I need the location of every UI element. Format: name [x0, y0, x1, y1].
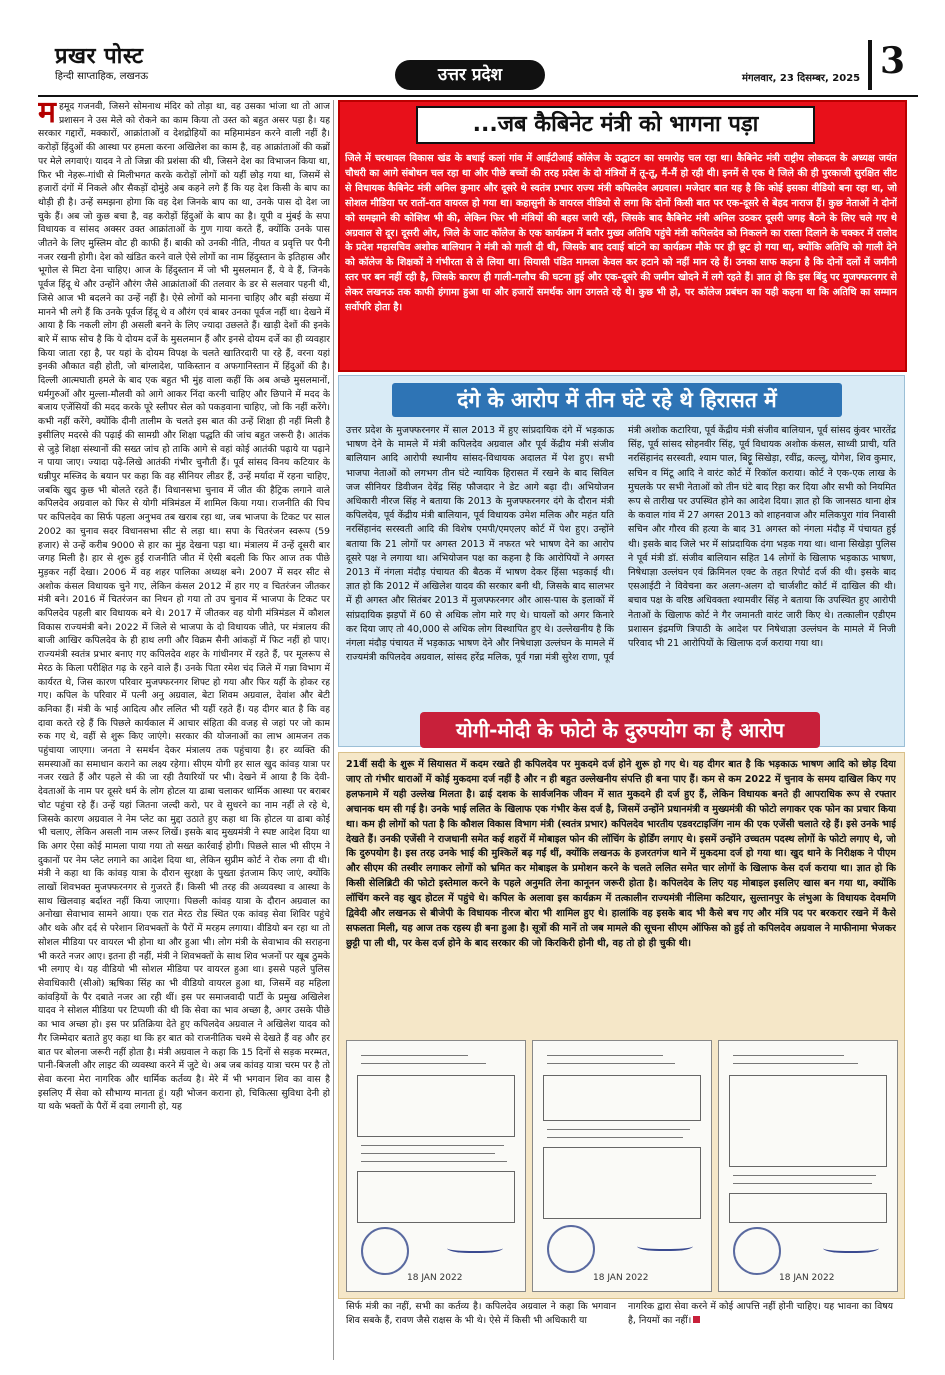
continuation-col-1: सिर्फ मंत्री का नहीं, सभी का कर्तव्य है। कपिलदेव अग्रवाल ने कहा कि भगवान शिव सबके हैं, रावण जैसे राक्षस के भी थे। ऐसे में किसी भी अधिकारी या	[346, 1301, 616, 1326]
masthead	[0, 0, 945, 95]
affidavit-date-2: 18 JAN 2022	[593, 1273, 649, 1283]
top-rule	[38, 95, 918, 97]
photo-misuse-text: 21वीं सदी के शुरू में सियासत में कदम रखते ही कपिलदेव पर मुकदमे दर्ज होने शुरू हो गए थे। यह दीगर बात है कि भड़काऊ भाषण आदि को छोड़ दिया जाए तो गंभीर धाराओं में कोई मुकदमा दर्ज नहीं है और न ही बहुत उल्लेखनीय संपत्ति ही बना पाए हैं। कम से कम 2022 में चुनाव के समय दाखिल किए गए हलफनामे में यही उल्लेख मिलता है। ढाई दशक के सार्वजनिक जीवन में सात मुकदमे ही दर्ज हुए हैं, लेकिन विधायक बनते ही आपराधिक रूप से रफ्तार अचानक थम सी गई है। उनके भाई ललित के खिलाफ एक गंभीर केस दर्ज है, जिसमें उन्होंने प्रधानमंत्री व मुख्यमंत्री की फोटो लगाकर एक फोन का प्रचार किया था। कम ही लोगों को पता है कि कौशल विकास विभाग मंत्री (स्वतंत्र प्रभार) कपिलदेव भारतीय एडवरटाइजिंग नाम की एक एजेंसी चलाते रहे हैं। इसे उनके भाई देखते हैं। उनकी एजेंसी ने राजधानी समेत कई शहरों में मोबाइल फोन की लॉचिंग के होर्डिंग लगाए थे। इसमें उन्होंने उच्चतम पदस्थ लोगों के फोटो लगाए थे, जो कि दुरुपयोग है। इस तरह उनके भाई की मुश्किलें बढ़ गईं थीं, क्योंकि लखनऊ के हजरतगंज थाने में मुकदमा दर्ज हो गया था। खुद थाने के निरीक्षक ने पीएम और सीएम की तस्वीर लगाकर लोगों को भ्रमित कर मोबाइल के प्रमोशन करने के चलते ललित समेत चार लोगों के खिलाफ केस दर्ज कराया था। ज्ञात हो कि किसी सेलिब्रिटी की फोटो इस्तेमाल करने के पहले अनुमति लेना कानूनन जरूरी होता है। कपिलदेव के लिए यह मोबाइल इसलिए खास बन गया था, क्योंकि लॉचिंग करने वह खुद होटल में पहुंचे थे। कपिल के अलावा इस कार्यक्रम में तत्कालीन राज्यमंत्री नीलिमा कटियार, सुल्तानपुर के लंभुआ के विधायक देवमणि द्विवेदी और लखनऊ से बीजेपी के विधायक नीरज बोरा भी शामिल हुए थे। हालांकि वह इसके बाद भी कैसे बच गए और मंत्रि पद पर बरकरार रखने में कैसे सफलता मिली, यह आज तक रहस्य ही बना हुआ है। सूत्रों की मानें तो जब मामले की सूचना सीएम ऑफिस को हुई तो कपिलदेव अग्रवाल ने माफीनामा भेजकर छुट्टी पा ली थी, पर केस दर्ज होने के बाद सरकार की जो किरकिरी होनी थी, वह तो हो ही चुकी थी।	[346, 759, 896, 949]
column-divider	[333, 100, 334, 1360]
section-label: उत्तर प्रदेश	[395, 60, 545, 90]
left-article	[38, 100, 330, 1360]
cabinet-minister-text: जिले में चरथावल विकास खंड के बधाई कलां गांव में आईटीआई कॉलेज के उद्घाटन का समारोह चल रहा था। कैबिनेट मंत्री राष्ट्रीय लोकदल के अध्यक्ष जयंत चौधरी का आगे संबोधन चल रहा था और पीछे बच्चों की तरह प्रदेश के दो मंत्रियों में तू-तू, मैं-मैं हो रही थी। इनमें से एक थे जिले की ही पुरकाजी सुरक्षित सीट से विधायक कैबिनेट मंत्री अनिल कुमार और दूसरे थे स्वतंत्र प्रभार राज्य मंत्री कपिलदेव अग्रवाल। मजेदार बात यह है कि कोई इसका वीडियो बना रहा था, जो सोशल मीडिया पर रातों-रात वायरल हो गया था। कहासुनी के वायरल वीडियो से लगा कि दोनों किसी बात पर एक-दूसरे से बेहद नाराज हैं। कुछ नेताओं ने दोनों को समझाने की कोशिश भी की, लेकिन फिर भी मंत्रियों की बहस जारी रही, जिसके बाद कैबिनेट मंत्री अनिल उठकर दूसरी जगह बैठने के लिए चले गए थे अग्रवाल से दूर। दूसरी ओर, जिले के जाट कॉलेज के एक कार्यक्रम में बतौर मुख्य अतिथि पहुंचे मंत्री कपिलदेव को निकलने का रास्ता दिलाने के चक्कर में रालोद के प्रदेश महासचिव अशोक बालियान ने मंत्री को गाली दी थी, जिसके बाद दवाई बांटने का कार्यक्रम मौके पर ही छूट हो गया था, क्योंकि अतिथि को गाली देने को कॉलेज के शिक्षकों ने गंभीरता से ले लिया था। सियासी पंडित मामला केवल कर हटाने को नहीं मान रहे हैं। उनका साफ कहना है कि दोनों दलों में जमीनी स्तर पर बन नहीं रही है, जिसके कारण ही गाली-गलौच की घटना हुई और एक-दूसरे की जमीन खोदने में लगे रहते हैं। ज्ञात हो कि इस बिंदु पर मुजफ्फरनगर से लेकर लखनऊ तक काफी हंगामा हुआ था और हजारों समर्थक आग उगलते रहे थे। कुछ भी हो, पर कॉलेज प्रबंधन का यही कहना था कि अतिथि का सम्मान सर्वोपरि होता है।	[345, 153, 897, 314]
article-continuation	[338, 1300, 903, 1360]
photo-misuse-headline: योगी-मोदी के फोटो के दुरुपयोग का है आरोप	[420, 712, 820, 748]
affidavit-date-1: 18 JAN 2022	[407, 1273, 463, 1283]
page-number: 3	[868, 40, 930, 90]
continuation-col-2	[628, 1300, 893, 1328]
brand-subtitle: हिन्दी साप्ताहिक, लखनऊ	[55, 71, 149, 82]
affidavit-image-1	[346, 1040, 526, 1292]
riot-custody-text: उत्तर प्रदेश के मुजफ्फरनगर में साल 2013 में हुए सांप्रदायिक दंगे में भड़काऊ भाषण देने के मामले में मंत्री कपिलदेव अग्रवाल और पूर्व केंद्रीय मंत्री संजीव बालियान आदि आरोपी स्थानीय सांसद-विधायक अदालत में पेश हुए। सभी भाजपा नेताओं को लगभग तीन घंटे न्यायिक हिरासत में रखने के बाद सिविल जज सीनियर डिवीजन देवेंद्र सिंह फौजदार ने डेट आगे बढ़ा दी। अभियोजन अधिकारी नीरज सिंह ने बताया कि 2013 के मुजफ्फरनगर दंगे के दौरान मंत्री कपिलदेव, पूर्व केंद्रीय मंत्री बालियान, पूर्व विधायक उमेश मलिक और महंत यति नरसिंहानंद सरस्वती आदि की विशेष एमपी/एमएलए कोर्ट में पेश हुए। उन्होंने बताया कि 21 लोगों पर अगस्त 2013 में नफरत भरे भाषण देने का आरोप दूसरे पक्ष ने लगाया था। अभियोजन पक्ष का कहना है कि आरोपियों ने अगस्त 2013 में नंगला मंदौड़ पंचायत की बैठक में भाषण देकर हिंसा भड़काई थी। ज्ञात हो कि 2012 में अखिलेश यादव की सरकार बनी थी, जिसके बाद सालभर में ही अगस्त और सितंबर 2013 में मुजफ्फरनगर और आस-पास के इलाकों में सांप्रदायिक झड़पों में 60 से अधिक लोग मारे गए थे। घायलों को अगर किनारे कर दिया जाए तो 40,000 से अधिक लोग विस्थापित हुए थे। उल्लेखनीय है कि नंगला मंदौड़ पंचायत में भड़काऊ भाषण देने और निषेधाज्ञा उल्लंघन के मामले में राज्यमंत्री कपिलदेव अग्रवाल, सांसद हरेंद्र मलिक, पूर्व गन्ना मंत्री सुरेश राणा, पूर्व मंत्री अशोक कटारिया, पूर्व केंद्रीय मंत्री संजीव बालियान, पूर्व सांसद कुंवर भारतेंद्र सिंह, पूर्व सांसद सोहनवीर सिंह, पूर्व विधायक अशोक कंसल, साध्वी प्राची, यति नरसिंहानंद सरस्वती, श्याम पाल, बिट्टू सिखेड़ा, रवींद्र, कल्लू, योगेश, शिव कुमार, सचिन व मिंटू आदि ने वारंट कोर्ट में रिकॉल कराया। कोर्ट ने एक-एक लाख के मुचलके पर सभी नेताओं को तीन घंटे बाद रिहा कर दिया और सभी को नियमित रूप से तारीख पर उपस्थित होने का आदेश दिया। ज्ञात हो कि जानसठ थाना क्षेत्र के कवाल गांव में 27 अगस्त 2013 को शाहनवाज और मलिकपुरा गांव निवासी सचिन और गौरव की हत्या के बाद 31 अगस्त को नंगला मंदौड़ में पंचायत हुई थी। इसके बाद जिले भर में सांप्रदायिक दंगा भड़क गया था। थाना सिखेड़ा पुलिस ने पूर्व मंत्री डॉ. संजीव बालियान सहित 14 लोगों के खिलाफ भड़काऊ भाषण, निषेधाज्ञा उल्लंघन एवं क्रिमिनल एक्ट के तहत रिपोर्ट दर्ज की थी। इसके बाद एसआईटी ने विवेचना कर अलग-अलग दो चार्जशीट कोर्ट में दाखिल की थी। बचाव पक्ष के वरिष्ठ अधिवक्ता श्यामवीर सिंह ने बताया कि उपस्थित हुए आरोपी नेताओं के खिलाफ कोर्ट ने गैर जमानती वारंट जारी किए थे। तत्कालीन एडीएम प्रशासन इंद्रमणि त्रिपाठी के आदेश पर निषेधाज्ञा उल्लंघन के मामले में निजी परिवाद भी 21 आरोपियों के खिलाफ दर्ज कराया गया था।	[346, 425, 896, 664]
affidavit-date-3: 18 JAN 2022	[779, 1273, 835, 1283]
drop-cap: म	[38, 100, 56, 130]
cabinet-minister-headline: ...जब कैबिनेट मंत्री को भागना पड़ा	[416, 106, 815, 144]
riot-custody-headline: दंगे के आरोप में तीन घंटे रहे थे हिरासत में	[392, 383, 842, 417]
affidavit-image-3	[718, 1040, 898, 1292]
continuation-col-2-text: नागरिक द्वारा सेवा करने में कोई आपत्ति नहीं होनी चाहिए। यह भावना का विषय है, नियमों का नहीं।	[628, 1301, 893, 1326]
dateline: मंगलवार, 23 दिसम्बर, 2025	[742, 73, 861, 84]
affidavit-image-2	[532, 1040, 712, 1292]
left-article-text: हमूद गजनवी, जिसने सोमनाथ मंदिर को तोड़ा था, वह उसका भांजा था तो आज प्रशासन ने उस मेले को रोकने का काम किया तो उस्त को बहुत असर पड़ा है। यह सरकार गद्दारों, मक्कारों, आक्रांताओं व देशद्रोहियों का महिमामंडन करने वाली नहीं है। करोड़ों हिंदुओं की आस्था पर हमला करना अखिलेश का काम है, वह आक्रांताओं की कब्रों पर मेले लगवाएं। यादव ने तो जिन्ना की प्रशंसा की थी, जिसने देश का विभाजन किया था, फिर भी नेहरू-गांधी से मिलीभगत करके करोड़ों लोगों को यहीं छोड़ गया था, जिसमें से हजारों दंगों में निकले और सैकड़ों दोमुंहे अब कहने लगे हैं कि यह देश किसी के बाप का थोड़ी ही है। उन्हें समझना होगा कि वह देश जिनके बाप का था, उनके पास दो देश जा चुके हैं। अब जो कुछ बचा है, वह करोड़ों हिंदुओं के बाप का है। यूपी व मुंबई के सपा विधायक व सांसद अक्सर उक्त आक्रांताओं के गुण गाया करते हैं, क्योंकि उनके पास जीतने के लिए मुस्लिम वोट ही काफी हैं। बाकी को उनकी नीति, नीयत व प्रवृत्ति पर पैनी नजर रखनी होगी। देश को खंडित करने वाले ऐसे लोगों का नाम हिंदुस्तान के इतिहास और भूगोल से मिटा देना चाहिए। आज के हिंदुस्तान में जो भी मुसलमान हैं, ये वे हैं, जिनके पूर्वज हिंदू थे और उन्होंने औरंग जैसे आक्रांताओं की तलवार के डर से सलवार पहनी थी, जिसे आज भी बदलने का उन्हें नहीं है। ऐसे लोगों को मानना चाहिए और बड़ी संख्या में मानने भी लगे हैं कि उनके पूर्वज हिंदू थे व औरंग एवं बाबर उनका पूर्वज नहीं था। देखने में आया है कि नकली लोग ही असली बनने के लिए ज्यादा उछलते हैं। खाड़ी देशों की इनके बारे में साफ सोच है कि ये दोयम दर्जे के मुसलमान हैं और इनसे दोयम दर्जे का ही व्यवहार किया जाता रहा है, पर यहां के दोयम विपक्ष के चलते खातिरदारी पा रहे हैं, वरना यहां इनकी औकात वही होती, जो बांग्लादेश, पाकिस्तान व अफगानिस्तान में हिंदुओं की है। दिल्ली आत्मघाती हमले के बाद एक बहुत भी मुंह वाला कहीं कि अब अच्छे मुसलमानों, धर्मगुरुओं और मुल्ला-मौलवी को आगे आकर निंदा करनी चाहिए और छिपाने में मदद के बजाय एजेंसियों की मदद करके पूरे स्लीपर सेल को पकड़वाना चाहिए, जो कि नहीं करेंगे। कभी नहीं करेंगे, क्योंकि दीनी तालीम के चलते इस बात की उन्हें शिक्षा ही नहीं मिली है इसीलिए मदरसे की पढ़ाई की सामग्री और शिक्षा पद्धति की जांच बहुत जरूरी है। आतंक से जुड़े शिक्षा संस्थानों की सख्त जांच हो ताकि आगे से वहां कोई आतंकी पढ़ाये या पढ़ाने न पाया जाए। ज्यादा पढ़े-लिखे आतंकी गंभीर चुनौती हैं। पूर्व सांसद विनय कटियार के धन्नीपुर मस्जिद के बयान पर कहा कि वह सीनियर लीडर हैं, उन्हें मर्यादा में रहना चाहिए, जबकि खुद कुछ भी बोलते रहते हैं। विधानसभा चुनाव में जीत की हैट्रिक लगाने वाले कपिलदेव अग्रवाल को फिर से योगी मंत्रिमंडल में शामिल किया गया। राजनीति की पिच पर कपिलदेव का सिर्फ पहला अनुभव तब खराब रहा था, जब भाजपा के टिकट पर साल 2002 का चुनाव सदर विधानसभा सीट से लड़ा था। सपा के चितरंजन स्वरूप (59 हजार) से उन्हें करीब 9000 से हार का मुंह देखना पड़ा था। मंत्रालय में उन्हें दूसरी बार जगह मिली है। हार से शुरू हुई राजनीति जीत में ऐसी बदली कि फिर आज तक पीछे मुड़कर नहीं देखा। 2006 में वह शहर पालिका अध्यक्ष बने। 2007 में सदर सीट से अशोक कंसल विधायक चुने गए, लेकिन कंसल 2012 में हार गए व चितरंजन जीतकर मंत्री बने। 2016 में चितरंजन का निधन हो गया तो उप चुनाव में भाजपा के टिकट पर कपिलदेव पहली बार विधायक बने थे। 2017 में जीतकर वह योगी मंत्रिमंडल में कौशल विकास राज्यमंत्री बने। 2022 में जिले से भाजपा के दो विधायक जीते, पर मंत्रालय की बाजी आखिर कपिलदेव के ही हाथ लगी और विक्रम सैनी आंकड़ों में फिट नहीं हो पाए। राज्यमंत्री स्वतंत्र प्रभार बनाए गए कपिलदेव शहर के गांधीनगर में रहते हैं, पर मूलरूप से मेरठ के किला परीक्षित गढ़ के रहने वाले हैं। उनके पिता रमेश चंद जिले में गन्ना विभाग में कार्यरत थे, जिस कारण परिवार मुजफ्फरनगर शिफ्ट हो गया और फिर यहीं के होकर रह गए। कपिल के परिवार में पत्नी अनु अग्रवाल, बेटा शिवम अग्रवाल, देवांश और बेटी कनिका हैं। मंत्री के भाई आदित्य और ललित भी यहीं रहते हैं। यह दीगर बात है कि वह दावा करते रहे हैं कि पिछले कार्यकाल में आचार संहिता की वजह से जहां पर जो काम रुक गए थे, वहीं से शुरू किए जाएंगे। सरकार की योजनाओं का लाभ आमजन तक पहुंचाया जाएगा। जनता ने समर्थन देकर मंत्रालय तक पहुंचाया है। हर व्यक्ति की समस्याओं का समाधान कराने का लक्ष्य रहेगा। सीएम योगी हर साल खुद कांवड़ यात्रा पर नजर रखते हैं और पहले से की जा रही तैयारियों पर भी। देखने में आया है कि देवी-देवताओं के नाम पर दूसरे धर्म के लोग होटल या ढाबा चलाकर धार्मिक आस्था पर बराबर चोट पहुंचा रहे हैं। उन्हें यहां जितना जल्दी करो, पर वे सुधरने का नाम नहीं ले रहे थे, जिसके कारण अग्रवाल ने नेम प्लेट का मुद्दा उठाते हुए कहा था कि होटल या ढाबा कोई भी चलाए, लेकिन असली नाम जरूर लिखें। इसके बाद मुख्यमंत्री ने स्पष्ट आदेश दिया था कि अगर ऐसा कोई मामला पाया गया तो सख्त कार्रवाई होगी। पिछले साल भी सीएम ने दुकानों पर नेम प्लेट लगाने का आदेश दिया था, लेकिन सुप्रीम कोर्ट ने रोक लगा दी थी। मंत्री ने कहा था कि कांवड़ यात्रा के दौरान सुरक्षा के पुख्ता इंतजाम किए जाएं, क्योंकि लाखों शिवभक्त मुजफ्फरनगर से गुजरते हैं। किसी भी तरह की अव्यवस्था व आस्था के साथ खिलवाड़ बर्दाश्त नहीं किया जाएगा। पिछली कांवड़ यात्रा के दौरान अग्रवाल का अनोखा सेवाभाव सामने आया। एक रात मेरठ रोड स्थित एक कांवड़ सेवा शिविर पहुंचे और थके और दर्द से परेशान शिवभक्तों के पैरों में मरहम लगाया। वीडियो बन रहा था तो सोशल मीडिया पर वायरल भी होना था और हुआ भी। लोग मंत्री के सेवाभाव की सराहना भी करते नजर आए। इतना ही नहीं, मंत्री ने शिवभक्तों के साथ शिव भजनों पर खूब ठुमके भी लगाए थे। यह वीडियो भी सोशल मीडिया पर वायरल हुआ था। इससे पहले पुलिस सेवाधिकारी (सीओ) ऋषिका सिंह का भी वीडियो वायरल हुआ था, जिसमें वह महिला कांवड़ियों के पैर दबाते नजर आ रही थीं। इस पर समाजवादी पार्टी के प्रमुख अखिलेश यादव ने सोशल मीडिया पर टिप्पणी की थी कि सेवा का भाव अच्छा है, अगर उसके पीछे का भाव अच्छा हो। इस पर प्रतिक्रिया देते हुए कपिलदेव अग्रवाल ने अखिलेश यादव को गैर जिम्मेदार बताते हुए कहा था कि हर बात को राजनीतिक चश्मे से देखते हैं वह और हर बात पर बोलना जरूरी नहीं होता है। मंत्री अग्रवाल ने कहा कि 15 दिनों से सड़क मरम्मत, पानी-बिजली और लाइट की व्यवस्था करने में जुटे थे। अब जब कांवड़ यात्रा चरम पर है तो सेवा करना मेरा नागरिक और धार्मिक कर्तव्य है। मेरे में भी भगवान शिव का वास है इसलिए मैं सेवा को सौभाग्य मानता हूं। यही भोजन कराना हो, चिकित्सा सुविधा देनी हो या थके भक्तों के पैरों में दवा लगानी हो, यह	[38, 101, 330, 1113]
end-mark-icon	[693, 1316, 700, 1323]
newspaper-brand: प्रखर पोस्ट	[55, 43, 144, 69]
